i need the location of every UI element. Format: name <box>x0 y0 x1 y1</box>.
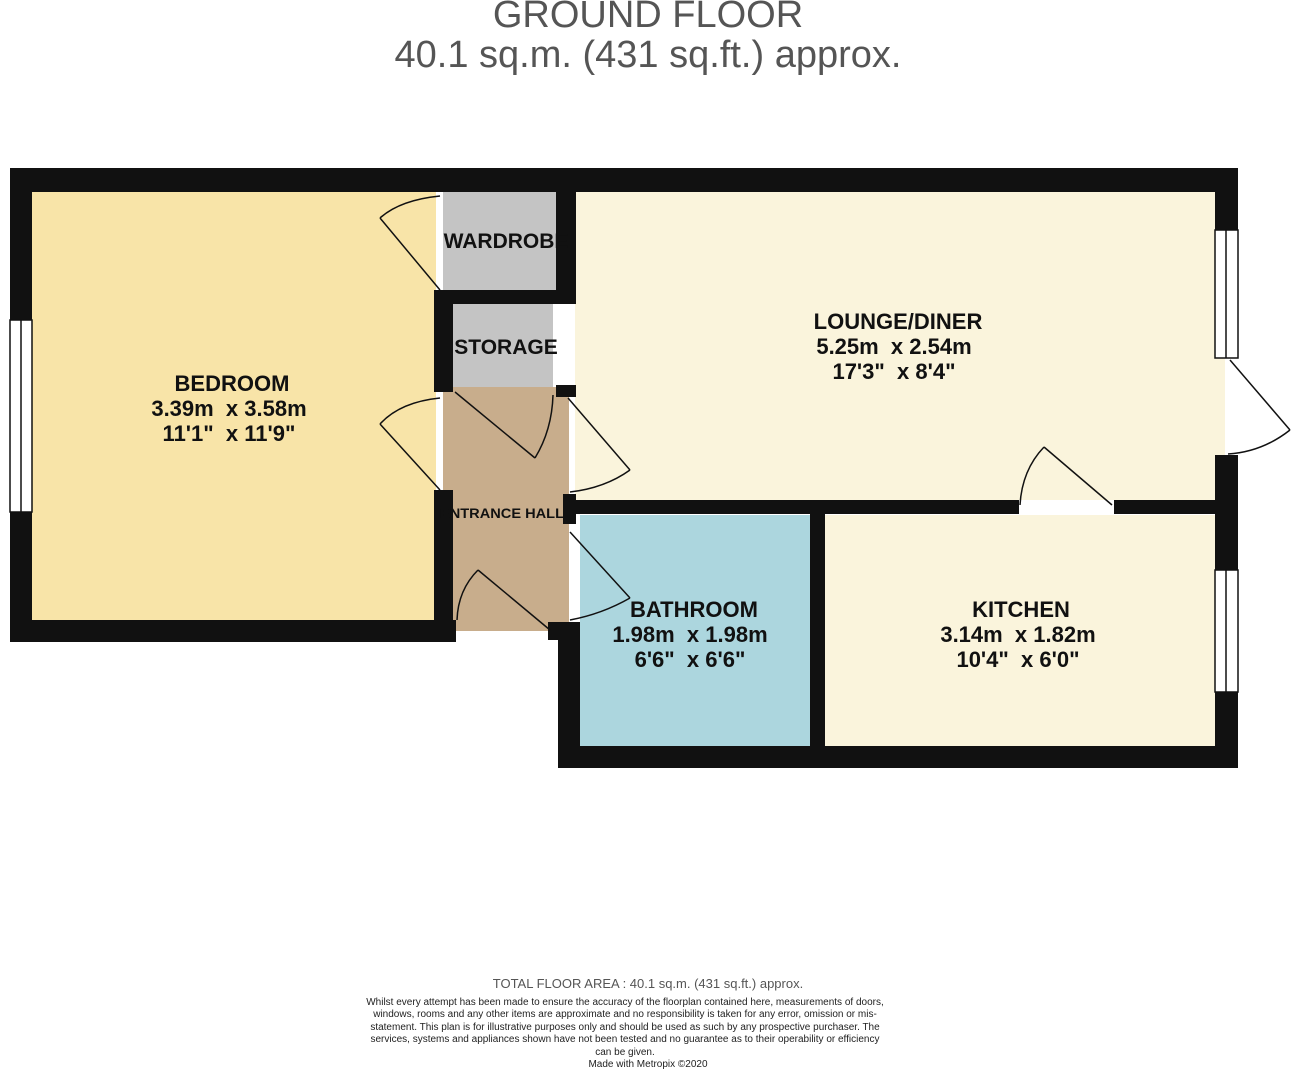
total-floor-area: TOTAL FLOOR AREA : 40.1 sq.m. (431 sq.ft.) approx. <box>492 976 804 991</box>
bedroom-name: BEDROOM <box>174 371 290 396</box>
bathroom-imperial: 6'6" x 6'6" <box>634 647 746 672</box>
lounge-imperial: 17'3" x 8'4" <box>832 359 956 384</box>
kitchen-name: KITCHEN <box>972 597 1070 622</box>
made-with-credit: Made with Metropix ©2020 <box>588 1059 708 1070</box>
lounge-name: LOUNGE/DINER <box>813 309 983 334</box>
kitchen-imperial: 10'4" x 6'0" <box>956 647 1080 672</box>
hall-name: ENTRANCE HALL <box>440 506 564 521</box>
floor-title: GROUND FLOOR <box>492 0 804 36</box>
storage-name: STORAGE <box>454 336 558 359</box>
wardrobe-name: WARDROBE <box>443 230 569 253</box>
kitchen-metric: 3.14m x 1.82m <box>940 622 1096 647</box>
floor-area-heading: 40.1 sq.m. (431 sq.ft.) approx. <box>394 34 902 76</box>
bathroom-metric: 1.98m x 1.98m <box>612 622 768 647</box>
bathroom-name: BATHROOM <box>630 597 758 622</box>
disclaimer-text: Whilst every attempt has been made to ensure the accuracy of the floorplan contained here, measurements of doors, windows, rooms and any other items are approximate and no responsibility is taken for any error, omission or mis-statement. This plan is for illustrative purposes only and should be used as such by any prospective purchaser. The services, systems and appliances shown have not been tested and no guarantee as to their operability or efficiency can be given. <box>366 997 884 1058</box>
bedroom-metric: 3.39m x 3.58m <box>151 396 307 421</box>
lounge-metric: 5.25m x 2.54m <box>816 334 972 359</box>
bedroom-imperial: 11'1" x 11'9" <box>162 421 296 446</box>
